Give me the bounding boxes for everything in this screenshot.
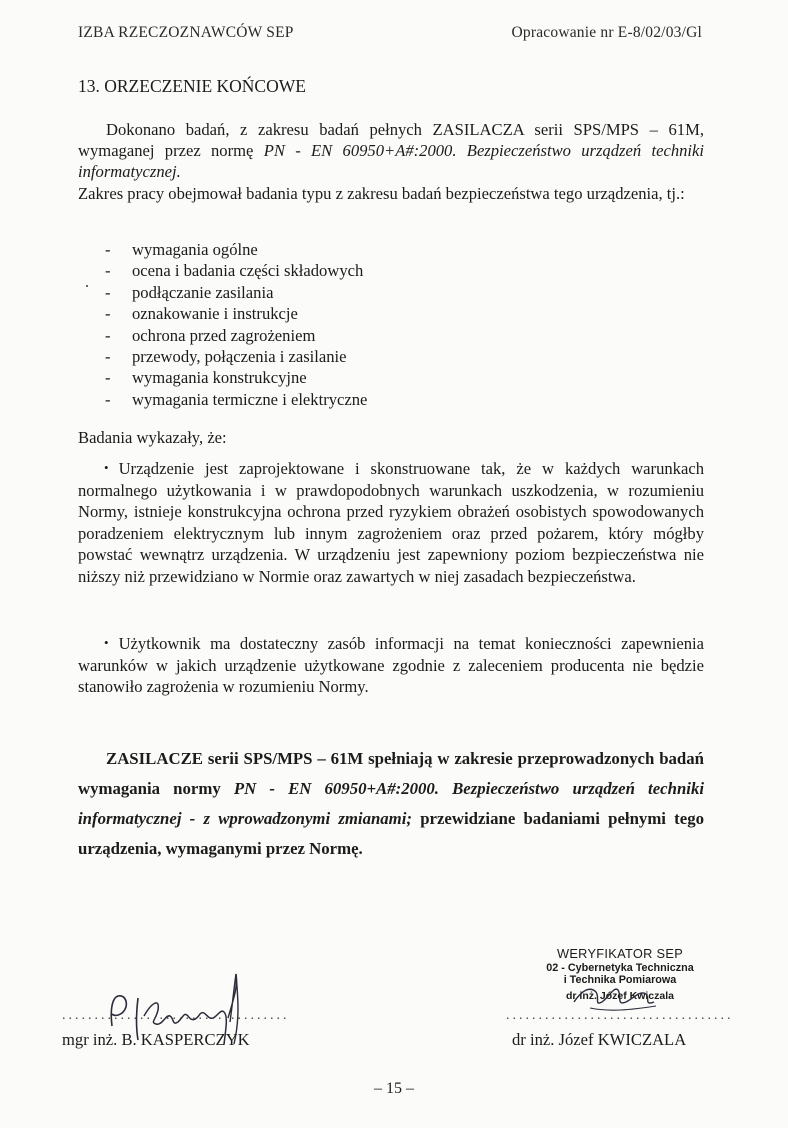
header-organization: IZBA RZECZOZNAWCÓW SEP <box>78 24 294 41</box>
bullet-icon: • <box>104 635 109 650</box>
list-item: - ochrona przed zagrożeniem <box>105 325 316 345</box>
section-title: 13. ORZECZENIE KOŃCOWE <box>78 76 306 96</box>
scope-list <box>105 239 367 410</box>
list-item: - podłączanie zasilania <box>105 282 274 302</box>
list-item: - wymagania ogólne <box>105 240 258 259</box>
conclusion-standard-reference: PN - EN 60950+A#:2000. Bezpieczeństwo urządzeń techniki informatycznej - z wprowadzonymi zmianami; <box>78 779 704 828</box>
intro-paragraph <box>78 119 704 182</box>
signatory-name-right: dr inż. Józef KWICZALA <box>512 1030 687 1049</box>
verifier-stamp: WERYFIKATOR SEP 02 - Cybernetyka Techniczna i Technika Pomiarowa dr inż. Józef Kwiczala <box>546 946 694 1002</box>
scan-speck <box>86 285 88 287</box>
page-number: – 15 – <box>374 1080 414 1097</box>
list-item: - oznakowanie i instrukcje <box>105 304 298 324</box>
list-item: - wymagania konstrukcyjne <box>105 368 307 388</box>
signatory-name-left: mgr inż. B. KASPERCZYK <box>62 1030 250 1049</box>
finding-paragraph: • Użytkownik ma dostateczny zasób informacji na temat konieczności zapewnienia warunków w jakich urządzenie użytkowane zgodnie z zaleceniem producenta nie będzie stanowiło zagrożenia w rozumieniu Normy. <box>78 634 704 696</box>
signature-left <box>62 1008 302 1049</box>
list-item: - ocena i badania części składowych <box>105 261 364 281</box>
signature-line-left: ................................... <box>62 1008 290 1023</box>
bullet-icon: • <box>104 460 109 475</box>
findings-intro: Badania wykazały, że: <box>78 428 227 447</box>
conclusion-paragraph: ZASILACZE serii SPS/MPS – 61M spełniają w zakresie przeprowadzonych badań wymagania normy PN - EN 60950+A#:2000. Bezpieczeństwo urządzeń techniki informatycznej - z wprowadzonymi zmianami; przewidziane badaniami pełnymi tego urządzenia, wymaganymi przez Normę. <box>78 749 704 858</box>
signature-line-right: ................................... <box>506 1008 734 1023</box>
scope-paragraph: Zakres pracy obejmował badania typu z zakresu badań bezpieczeństwa tego urządzenia, tj.: <box>78 184 685 203</box>
header-document-number: Opracowanie nr E-8/02/03/Gl <box>511 24 702 41</box>
list-item: - wymagania termiczne i elektryczne <box>105 389 368 409</box>
intro-text: Dokonano badań, z zakresu badań pełnych ZASILACZA serii SPS/MPS – 61M, wymaganej przez normę <box>78 120 704 160</box>
finding-paragraph: • Urządzenie jest zaprojektowane i skonstruowane tak, że w każdych warunkach normalnego użytkowania i w prawdopodobnych warunkach uszkodzenia, w rozumieniu Normy, istnieje konstrukcyjna ochrona przed ryzykiem obrażeń osobistych spowodowanych poradzeniem elektrycznym lub innym zagrożeniem oraz przed pożarem, który mógłby powstać wewnątrz urządzenia. W urządzeniu jest zapewniony poziom bezpieczeństwa nie niższy niż przewidziano w Normie oraz zawartych w niej zasadach bezpieczeństwa. <box>78 459 704 586</box>
list-item: - przewody, połączenia i zasilanie <box>105 347 347 367</box>
intro-standard-reference: PN - EN 60950+A#:2000. Bezpieczeństwo urządzeń techniki informatycznej. <box>78 141 704 181</box>
signature-right <box>506 1008 734 1049</box>
